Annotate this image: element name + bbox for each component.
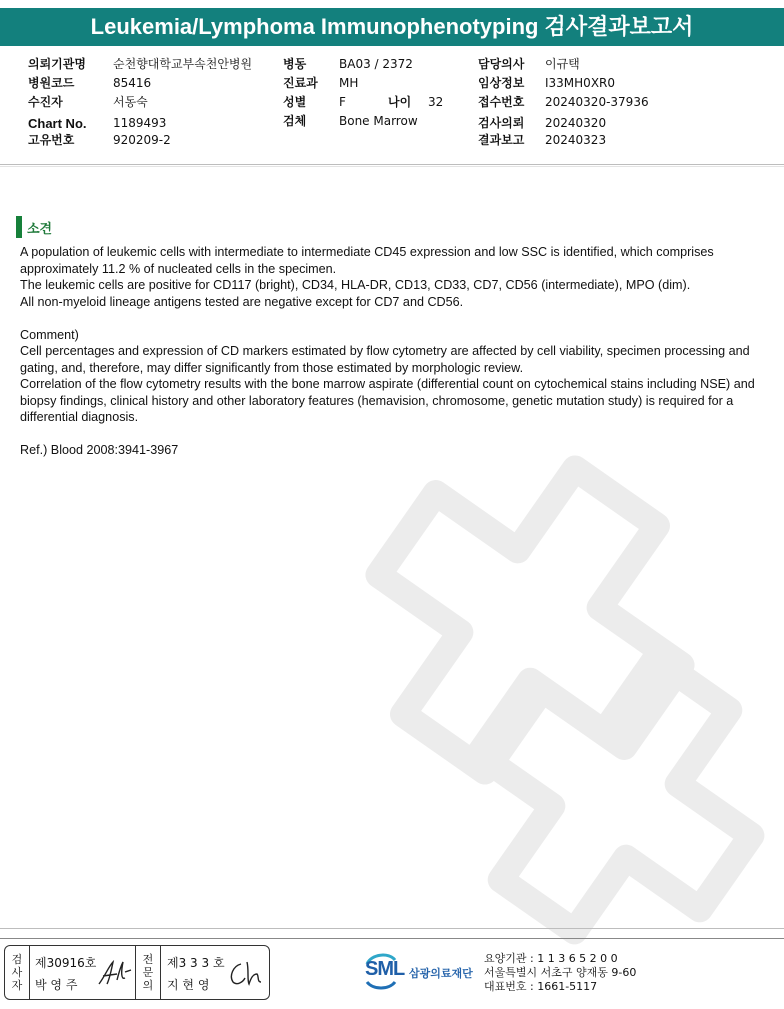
section-marker	[16, 216, 22, 238]
specialist-signature	[227, 958, 265, 988]
result-label: 결과보고	[478, 133, 525, 147]
ward-label: 병동	[283, 57, 307, 71]
report-title: Leukemia/Lymphoma Immunophenotyping 검사결과보고서	[0, 8, 784, 46]
reference: Ref.) Blood 2008:3941-3967	[20, 443, 179, 457]
signature-box	[4, 945, 270, 1000]
chart-no-label: Chart No.	[28, 116, 87, 131]
sex-label: 성별	[283, 95, 307, 109]
receipt-label: 접수번호	[478, 95, 525, 109]
tester-signature	[97, 958, 133, 988]
request-date: 20240320	[545, 116, 607, 130]
chart-no-value: 1189493	[113, 116, 167, 130]
finding-paragraph: The leukemic cells are positive for CD117 (bright), CD34, HLA-DR, CD13, CD33, CD7, CD56 (intermediate), MPO (dim).	[20, 278, 691, 292]
comment-paragraph: Correlation of the flow cytometry results with the bone marrow aspirate (differential count on cytochemical stains including NSE) and biopsy findings, clinical history and other laboratory features (hemavision, chromosome, genetic mutation study) is required for a differential diagnosis.	[20, 377, 755, 424]
contact-info	[484, 952, 636, 994]
patient-name: 서동숙	[113, 95, 148, 109]
clinical-value: I33MH0XR0	[545, 76, 616, 90]
age-label: 나이	[388, 95, 412, 109]
footer-divider	[0, 928, 784, 929]
dept-label: 진료과	[283, 76, 318, 90]
tester-label: 검 사 자	[5, 946, 30, 999]
unique-no-label: 고유번호	[28, 133, 75, 147]
findings-body	[20, 244, 770, 459]
clinical-label: 임상정보	[478, 76, 525, 90]
unique-no-value: 920209-2	[113, 133, 171, 147]
cross-watermark	[330, 430, 784, 950]
sex-value: F	[339, 95, 346, 109]
tester-name: 박 영 주	[35, 978, 78, 992]
specimen-label: 검체	[283, 114, 307, 128]
receipt-value: 20240320-37936	[545, 95, 649, 109]
footer-divider-dark	[0, 938, 784, 939]
comment-heading: Comment)	[20, 327, 79, 342]
dept-value: MH	[339, 76, 359, 90]
ward-value: BA03 / 2372	[339, 57, 413, 71]
sml-logo-text: SML	[365, 958, 405, 980]
institution-value: 순천향대학교부속천안병원	[113, 57, 253, 71]
tester-license: 제30916호	[35, 956, 97, 970]
comment-paragraph: Cell percentages and expression of CD markers estimated by flow cytometry are affected by cell viability, specimen processing and gating, and, therefore, may differ significantly from those estimated by morphologic review.	[20, 344, 750, 375]
findings-heading	[16, 216, 52, 238]
address: 서울특별시 서초구 양재동 9-60	[484, 966, 637, 979]
care-institution-no: 요양기관 : 1 1 3 6 5 2 0 0	[484, 952, 618, 965]
result-date: 20240323	[545, 133, 607, 147]
doctor-label: 담당의사	[478, 57, 525, 71]
phone: 대표번호 : 1661-5117	[484, 980, 598, 993]
specialist-license: 제3 3 3 호	[167, 956, 225, 970]
specimen-value: Bone Marrow	[339, 114, 418, 128]
patient-info	[0, 0, 784, 160]
header-divider	[0, 164, 784, 165]
sml-logo	[363, 950, 483, 992]
patient-label: 수진자	[28, 95, 63, 109]
header-divider-shadow	[0, 166, 784, 167]
hospital-code-label: 병원코드	[28, 76, 75, 90]
hospital-code-value: 85416	[113, 76, 152, 90]
specialist-name: 지 현 영	[167, 978, 210, 992]
finding-paragraph: All non-myeloid lineage antigens tested are negative except for CD7 and CD56.	[20, 294, 464, 309]
age-value: 32	[428, 95, 444, 109]
doctor-value: 이규택	[545, 57, 580, 71]
finding-paragraph: A population of leukemic cells with intermediate to intermediate CD45 expression and low SSC is identified, which comprises approximately 11.2 % of nucleated cells in the specimen.	[20, 245, 714, 276]
findings-heading-text: 소견	[27, 221, 53, 237]
request-label: 검사의뢰	[478, 116, 525, 130]
org-name: 삼광의료재단	[409, 967, 473, 980]
institution-label: 의뢰기관명	[28, 57, 86, 71]
specialist-label: 전 문 의	[135, 946, 161, 999]
